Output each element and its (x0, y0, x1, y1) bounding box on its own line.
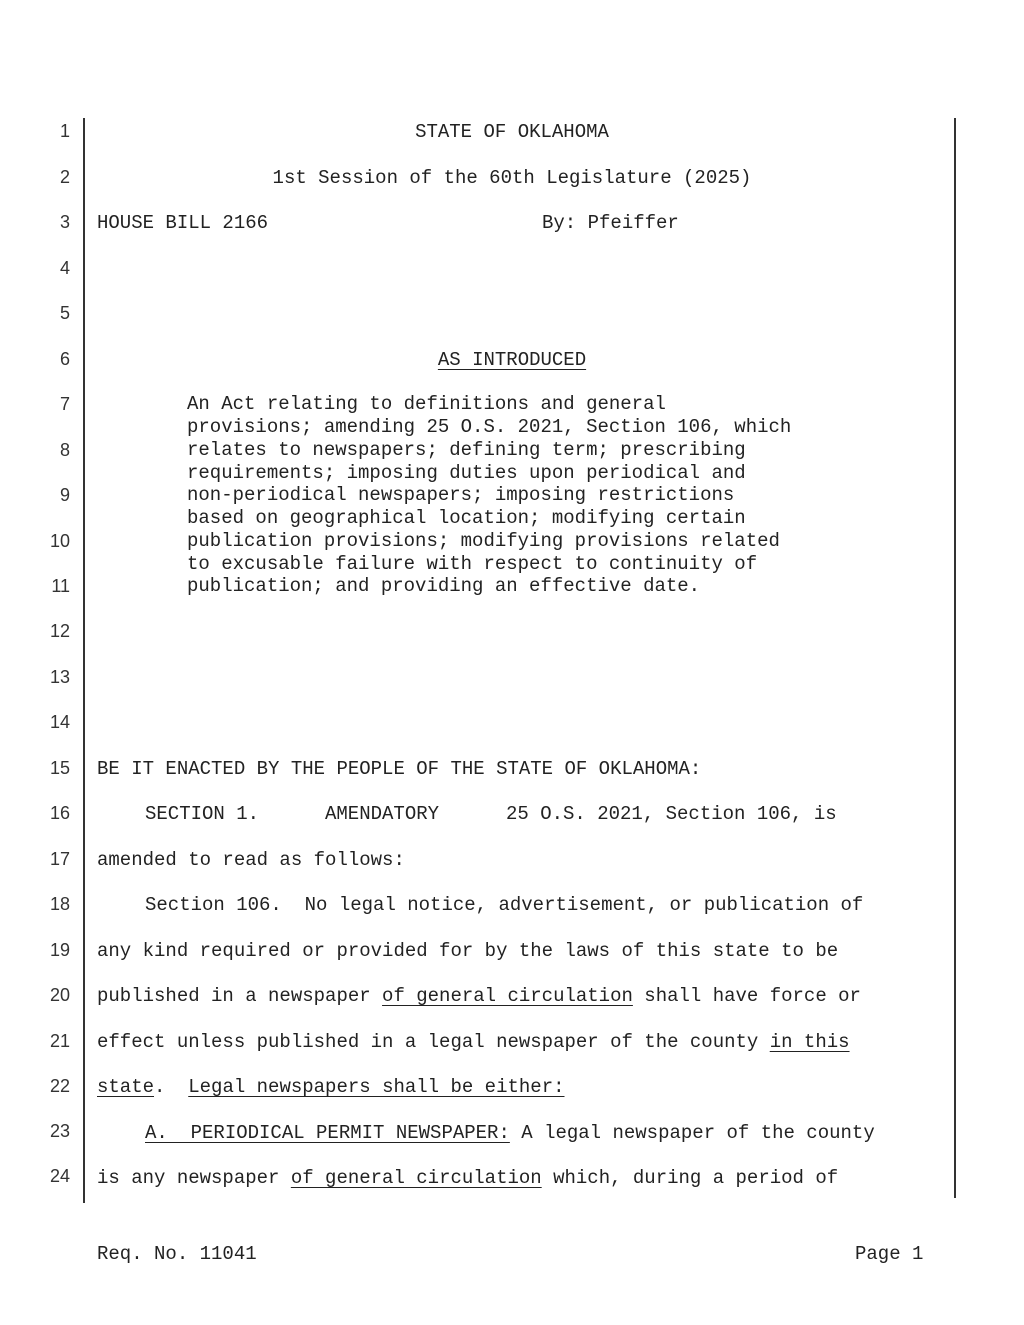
status-heading (97, 348, 927, 372)
line-number: 15 (49, 758, 70, 778)
inserted-text: A. PERIODICAL PERMIT NEWSPAPER: (145, 1122, 510, 1144)
text-segment: is any newspaper (97, 1167, 291, 1189)
line-number: 12 (49, 621, 70, 641)
synopsis-line: publication; and providing an effective date. (187, 575, 701, 597)
state-heading: STATE OF OKLAHOMA (415, 121, 609, 143)
section-number: SECTION 1. (145, 803, 260, 825)
line-number: 16 (49, 803, 70, 823)
bill-author: By: Pfeiffer (542, 212, 679, 234)
inserted-text: of general circulation (382, 985, 633, 1007)
line-number: 17 (49, 849, 70, 869)
page-number: Page 1 (855, 1243, 924, 1265)
text-segment: A legal newspaper of the county (509, 1122, 875, 1144)
line-number: 19 (49, 940, 70, 960)
line-number: 2 (59, 167, 70, 187)
synopsis-line: to excusable failure with respect to continuity of (187, 553, 758, 575)
line-number: 6 (59, 349, 70, 369)
synopsis-line: publication provisions; modifying provisions related (187, 530, 780, 552)
line-number: 21 (49, 1031, 70, 1051)
line-number: 5 (59, 303, 70, 323)
inserted-text: in this (769, 1031, 850, 1053)
body-line (97, 1030, 850, 1054)
line-number: 14 (49, 712, 70, 732)
synopsis-line: requirements; imposing duties upon periodical and (187, 462, 746, 484)
text-segment: which, during a period of (541, 1167, 839, 1189)
inserted-text: of general circulation (290, 1167, 542, 1189)
line-number: 3 (59, 212, 70, 232)
body-line (97, 1075, 565, 1099)
request-number: Req. No. 11041 (97, 1243, 257, 1265)
line-number: 9 (59, 485, 70, 505)
body-line (97, 984, 861, 1008)
line-number: 1 (59, 121, 70, 141)
line-number: 7 (59, 394, 70, 414)
body-line: any kind required or provided for by the laws of this state to be (97, 940, 839, 962)
inserted-text: state (97, 1076, 155, 1098)
session-heading: 1st Session of the 60th Legislature (2025) (272, 167, 752, 189)
section-citation: 25 O.S. 2021, Section 106, is (506, 803, 837, 825)
bill-number: HOUSE BILL 2166 (97, 212, 269, 234)
synopsis-line: relates to newspapers; defining term; prescribing (187, 439, 746, 461)
line-number: 13 (49, 667, 70, 687)
text-segment: published in a newspaper (97, 985, 383, 1007)
line-number: 18 (49, 894, 70, 914)
synopsis-line: based on geographical location; modifying certain (187, 507, 746, 529)
line-number: 23 (49, 1121, 70, 1141)
line-number: 22 (49, 1076, 70, 1096)
left-margin-rule (83, 118, 85, 1203)
section-type: AMENDATORY (325, 803, 440, 825)
body-line (145, 1121, 875, 1145)
line-number: 10 (49, 531, 70, 551)
inserted-text: Legal newspapers shall be either: (188, 1076, 565, 1098)
line-number: 4 (59, 258, 70, 278)
body-line: amended to read as follows: (97, 849, 405, 871)
line-number: 24 (49, 1166, 70, 1186)
synopsis-line: provisions; amending 25 O.S. 2021, Section 106, which (187, 416, 792, 438)
text-segment: shall have force or (632, 985, 861, 1007)
status-text: AS INTRODUCED (437, 349, 587, 371)
body-line: Section 106. No legal notice, advertisement, or publication of (145, 894, 864, 916)
synopsis-line: An Act relating to definitions and general (187, 393, 666, 415)
line-number: 11 (51, 576, 70, 596)
synopsis-line: non-periodical newspapers; imposing restrictions (187, 484, 735, 506)
right-margin-rule (954, 118, 956, 1198)
text-segment: effect unless published in a legal newspaper of the county (97, 1031, 770, 1053)
line-number: 20 (49, 985, 70, 1005)
enacting-clause: BE IT ENACTED BY THE PEOPLE OF THE STATE OF OKLAHOMA: (97, 758, 702, 780)
body-line (97, 1166, 838, 1190)
line-number: 8 (59, 440, 70, 460)
text-segment: . (154, 1076, 189, 1098)
